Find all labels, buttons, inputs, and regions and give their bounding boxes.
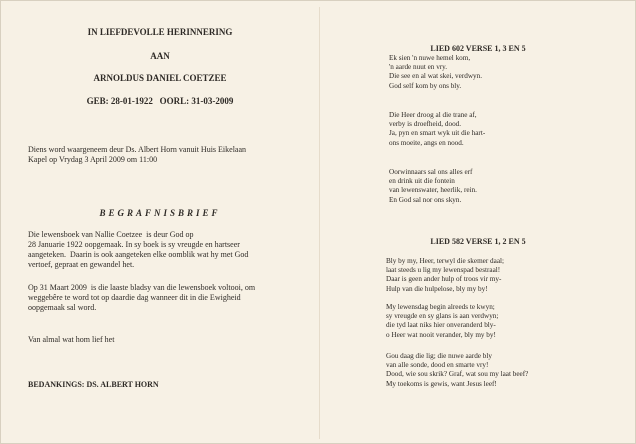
hymn1-s1-line-4: God self kom by ons bly. xyxy=(389,81,462,90)
hymn2-s1-line-4: Hulp van die hulpelose, bly my by! xyxy=(386,284,488,293)
hymn1-s1-line-2: 'n aarde nuut en vry. xyxy=(389,63,448,72)
letter-p1-line-4: vertoef, gepraat en gewandel het. xyxy=(28,260,135,269)
hymn1-stanza-3 xyxy=(389,168,477,205)
memorial-title: IN LIEFDEVOLLE HERINNERING xyxy=(87,27,233,37)
hymn2-stanza-2 xyxy=(386,303,498,340)
deceased-name: ARNOLDUS DANIEL COETZEE xyxy=(93,73,227,83)
hymn2-stanza-3 xyxy=(386,352,528,389)
hymn1-s2-line-2: verby is droefheid, dood. xyxy=(389,120,462,129)
birth-death-dates: GEB: 28-01-1922 OORL: 31-03-2009 xyxy=(86,96,234,106)
letter-p1-line-1: Die lewensboek van Nallie Coetzee is deur God op xyxy=(28,230,194,239)
hymn1-s3-line-4: En God sal nor ons skyn. xyxy=(389,195,462,204)
hymn2-s3-line-3: Dood, wie sou skrik? Graf, wat sou my laat beef? xyxy=(386,370,529,379)
hymn1-stanza-1 xyxy=(389,54,482,91)
letter-closing: Van almal wat hom lief het xyxy=(28,335,115,344)
hymn2-s1-line-2: laat steeds u lig my lewenspad bestraal! xyxy=(386,266,501,275)
hymn2-s2-line-4: o Heer wat nooit verander, bly my by! xyxy=(386,330,496,339)
hymn2-title: LIED 582 VERSE 1, 2 EN 5 xyxy=(430,237,526,246)
hymn1-s3-line-1: Oorwinnaars sal ons alles erf xyxy=(389,168,473,176)
letter-p2-line-1: Op 31 Maart 2009 is die laaste bladsy van die lewensboek voltooi, om xyxy=(28,283,256,292)
hymn2-s1-line-1: Bly by my, Heer, terwyl die skemer daal; xyxy=(386,257,505,265)
thanks-line: BEDANKINGS: DS. ALBERT HORN xyxy=(28,380,159,389)
hymn2-s2-line-3: die tyd laat niks hier onveranderd bly- xyxy=(386,321,496,330)
letter-p2-line-3: oopgemaak sal word. xyxy=(28,303,97,312)
hymn2-s3-line-1: Gou daag die lig; die nuwe aarde bly xyxy=(386,352,492,360)
hymn2-s1-line-3: Daar is geen ander hulp of troos vir my- xyxy=(386,275,502,284)
hymn1-s1-line-1: Ek sien 'n nuwe hemel kom, xyxy=(389,54,471,62)
hymn1-s1-line-3: Die see en al wat skei, verdwyn. xyxy=(389,72,483,81)
hymn2-s2-line-2: sy vreugde en sy glans is aan verdwyn; xyxy=(386,312,499,321)
hymn1-s3-line-3: van lewenswater, heerlik, rein. xyxy=(389,186,477,195)
hymn1-s3-line-2: en drink uit die fontein xyxy=(389,177,455,186)
fold-line xyxy=(319,7,320,439)
hymn1-title: LIED 602 VERSE 1, 3 EN 5 xyxy=(430,44,526,53)
hymn1-stanza-2 xyxy=(389,111,485,148)
hymn2-s3-line-2: van alle sonde, dood en smarte vry! xyxy=(386,361,489,370)
service-line-2: Kapel op Vrydag 3 April 2009 om 11:00 xyxy=(28,155,158,164)
letter-p2-line-2: weggebêre te word tot op daardie dag wanneer dit in die Ewigheid xyxy=(28,293,241,302)
letter-p1-line-2: 28 Januarie 1922 oopgemaak. In sy boek is sy vreugde en hartseer xyxy=(28,240,240,249)
memorial-aan: AAN xyxy=(150,51,170,61)
hymn1-s2-line-1: Die Heer droog al die trane af, xyxy=(389,111,477,119)
hymn2-s2-line-1: My lewensdag begin alreeds te kwyn; xyxy=(386,303,495,311)
letter-p1-line-3: aangeteken. Daarin is ook aangeteken elke oomblik wat hy met God xyxy=(28,250,249,259)
hymn2-s3-line-4: My toekoms is gewis, want Jesus leef! xyxy=(386,379,497,388)
letter-heading: BEGRAFNISBRIEF xyxy=(99,208,221,218)
hymn1-s2-line-3: Ja, pyn en smart wyk uit die hart- xyxy=(389,129,486,138)
service-line-1: Diens word waargeneem deur Ds. Albert Horn vanuit Huis Eikelaan xyxy=(28,145,247,154)
hymn2-stanza-1 xyxy=(386,257,504,294)
hymn1-s2-line-4: ons moeite, angs en nood. xyxy=(389,138,464,147)
